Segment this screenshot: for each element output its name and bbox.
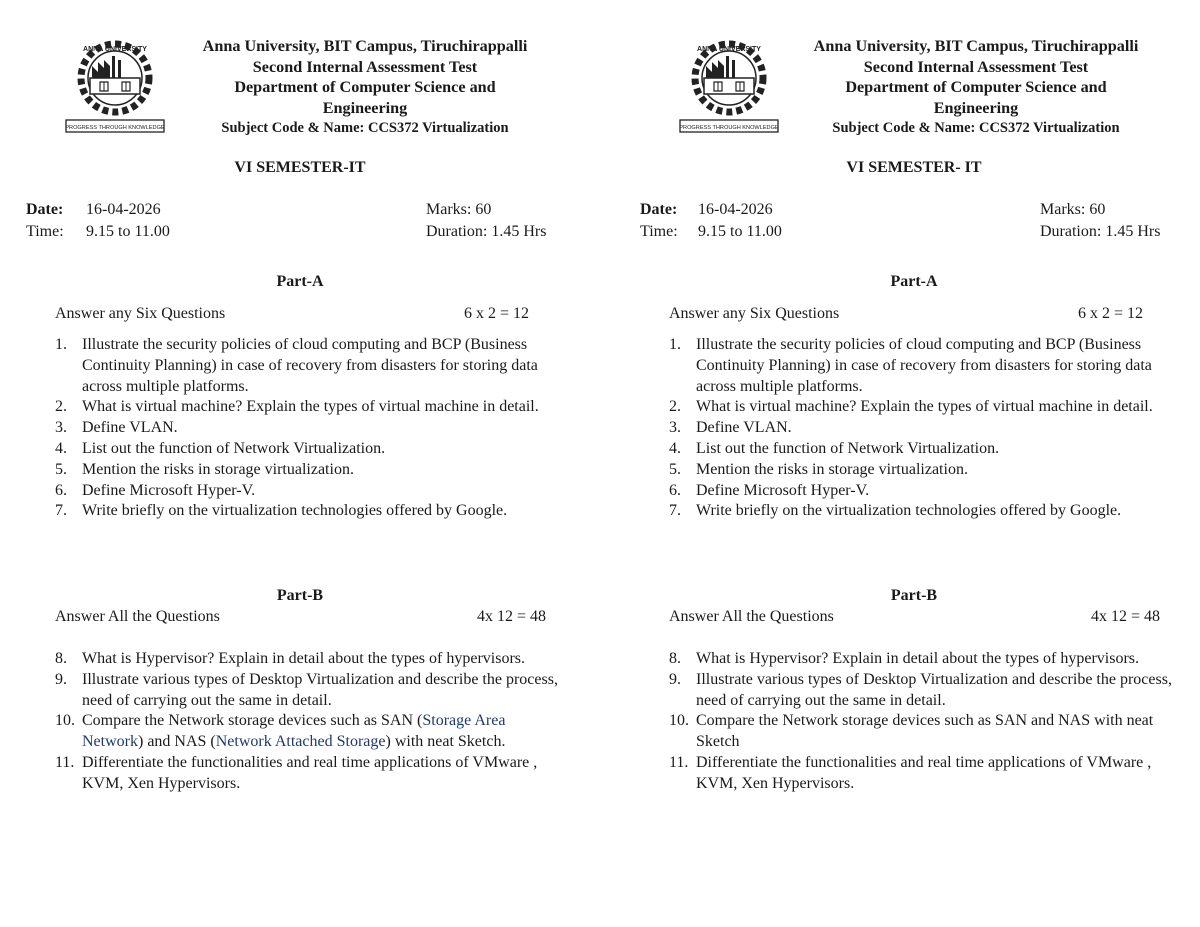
question-item: 9. Illustrate various types of Desktop Virtualization and describe the process, need of carrying out the same in detail.	[669, 670, 1172, 709]
part-b-marks: 4x 12 = 48	[477, 608, 547, 625]
department-line1: Department of Computer Science and	[234, 78, 496, 96]
part-a-instruction: Answer any Six Questions	[55, 305, 226, 322]
part-b-marks: 4x 12 = 48	[1091, 608, 1161, 625]
question-item: 8. What is Hypervisor? Explain in detail about the types of hypervisors.	[669, 650, 1140, 667]
logo-ring-text: ANNA UNIVERSITY	[697, 46, 761, 53]
question-item: 7. Write briefly on the virtualization technologies offered by Google.	[669, 502, 1122, 520]
question-item: 1. Illustrate the security policies of cloud computing and BCP (Business Continuity Planning) in case of recovery from disasters for storing data across multiple platforms.	[55, 336, 538, 395]
part-b-questions	[669, 649, 1184, 795]
part-a-marks: 6 x 2 = 12	[464, 305, 530, 322]
date-label: Date:	[640, 201, 678, 218]
test-name: Second Internal Assessment Test	[252, 57, 478, 76]
department-line2: Engineering	[933, 98, 1019, 117]
part-b-title: Part-B	[276, 587, 324, 604]
part-a-instruction: Answer any Six Questions	[669, 305, 840, 322]
semester: VI SEMESTER- IT	[846, 159, 982, 176]
part-a-title: Part-A	[276, 273, 324, 290]
question-item: 11. Differentiate the functionalities and real time applications of VMware , KVM, Xen Hypervisors.	[669, 753, 1152, 792]
part-a-questions	[669, 335, 1184, 522]
exam-header	[786, 36, 1166, 139]
logo-ring-text: ANNA UNIVERSITY	[83, 46, 147, 53]
test-name: Second Internal Assessment Test	[863, 57, 1089, 76]
question-item: 1. Illustrate the security policies of cloud computing and BCP (Business Continuity Planning) in case of recovery from disasters for storing data across multiple platforms.	[669, 336, 1152, 395]
marks-total: Marks: 60	[426, 201, 492, 218]
question-item: 4. List out the function of Network Virtualization.	[669, 439, 1000, 457]
time-label: Time:	[26, 223, 64, 240]
semester: VI SEMESTER-IT	[234, 159, 366, 176]
time-value: 9.15 to 11.00	[698, 223, 782, 240]
question-item: 5. Mention the risks in storage virtualization.	[669, 460, 968, 478]
question-item: 5. Mention the risks in storage virtualization.	[55, 460, 354, 478]
time-value: 9.15 to 11.00	[86, 223, 170, 240]
question-item: 7. Write briefly on the virtualization technologies offered by Google.	[55, 502, 508, 520]
part-b-instruction-row	[55, 607, 575, 627]
part-b-title: Part-B	[890, 587, 938, 604]
part-b-instruction: Answer All the Questions	[55, 608, 220, 625]
part-a-questions	[55, 335, 570, 522]
san-full-form: Storage Area Network	[82, 712, 506, 751]
nas-full-form: Network Attached Storage	[215, 733, 386, 751]
question-item: 6. Define Microsoft Hyper-V.	[55, 481, 256, 499]
marks-total: Marks: 60	[1040, 201, 1106, 218]
question-paper-right	[614, 0, 1200, 927]
question-item: 2. What is virtual machine? Explain the types of virtual machine in detail.	[55, 398, 539, 416]
subject-name: Subject Code & Name: CCS372 Virtualization	[832, 120, 1120, 136]
date-value: 16-04-2026	[86, 201, 161, 218]
question-item: 3. Define VLAN.	[55, 419, 178, 437]
question-item: 10. Compare the Network storage devices such as SAN and NAS with neat Sketch	[669, 712, 1154, 751]
logo-motto: PROGRESS THROUGH KNOWLEDGE	[679, 125, 779, 131]
subject-name: Subject Code & Name: CCS372 Virtualization	[221, 120, 509, 136]
time-label: Time:	[640, 223, 678, 240]
anna-university-logo	[674, 38, 784, 136]
question-item: 3. Define VLAN.	[669, 419, 792, 437]
part-b-instruction-row	[669, 607, 1189, 627]
part-b-questions	[55, 649, 570, 795]
anna-university-logo	[60, 38, 170, 136]
question-item: 10. Compare the Network storage devices such as SAN (Storage Area Network) and NAS (Network Attached Storage) with neat Sketch.	[55, 712, 506, 751]
part-a-marks: 6 x 2 = 12	[1078, 305, 1144, 322]
part-a-instruction-row	[669, 304, 1189, 324]
date-value: 16-04-2026	[698, 201, 773, 218]
question-item: 4. List out the function of Network Virtualization.	[55, 439, 386, 457]
part-b-instruction: Answer All the Questions	[669, 608, 834, 625]
date-label: Date:	[26, 201, 64, 218]
part-a-title: Part-A	[890, 273, 938, 290]
university-name: Anna University, BIT Campus, Tiruchirappalli	[202, 37, 528, 55]
exam-header	[175, 36, 555, 139]
university-name: Anna University, BIT Campus, Tiruchirappalli	[813, 37, 1139, 55]
question-item: 9. Illustrate various types of Desktop Virtualization and describe the process, need of carrying out the same in detail.	[55, 670, 558, 709]
question-item: 6. Define Microsoft Hyper-V.	[669, 481, 870, 499]
question-item: 11. Differentiate the functionalities and real time applications of VMware , KVM, Xen Hypervisors.	[55, 753, 538, 792]
duration: Duration: 1.45 Hrs	[1040, 223, 1161, 240]
question-item: 2. What is virtual machine? Explain the types of virtual machine in detail.	[669, 398, 1153, 416]
duration: Duration: 1.45 Hrs	[426, 223, 547, 240]
logo-motto: PROGRESS THROUGH KNOWLEDGE	[65, 125, 165, 131]
question-item: 8. What is Hypervisor? Explain in detail about the types of hypervisors.	[55, 650, 526, 667]
part-a-instruction-row	[55, 304, 575, 324]
department-line2: Engineering	[322, 98, 408, 117]
department-line1: Department of Computer Science and	[845, 78, 1107, 96]
